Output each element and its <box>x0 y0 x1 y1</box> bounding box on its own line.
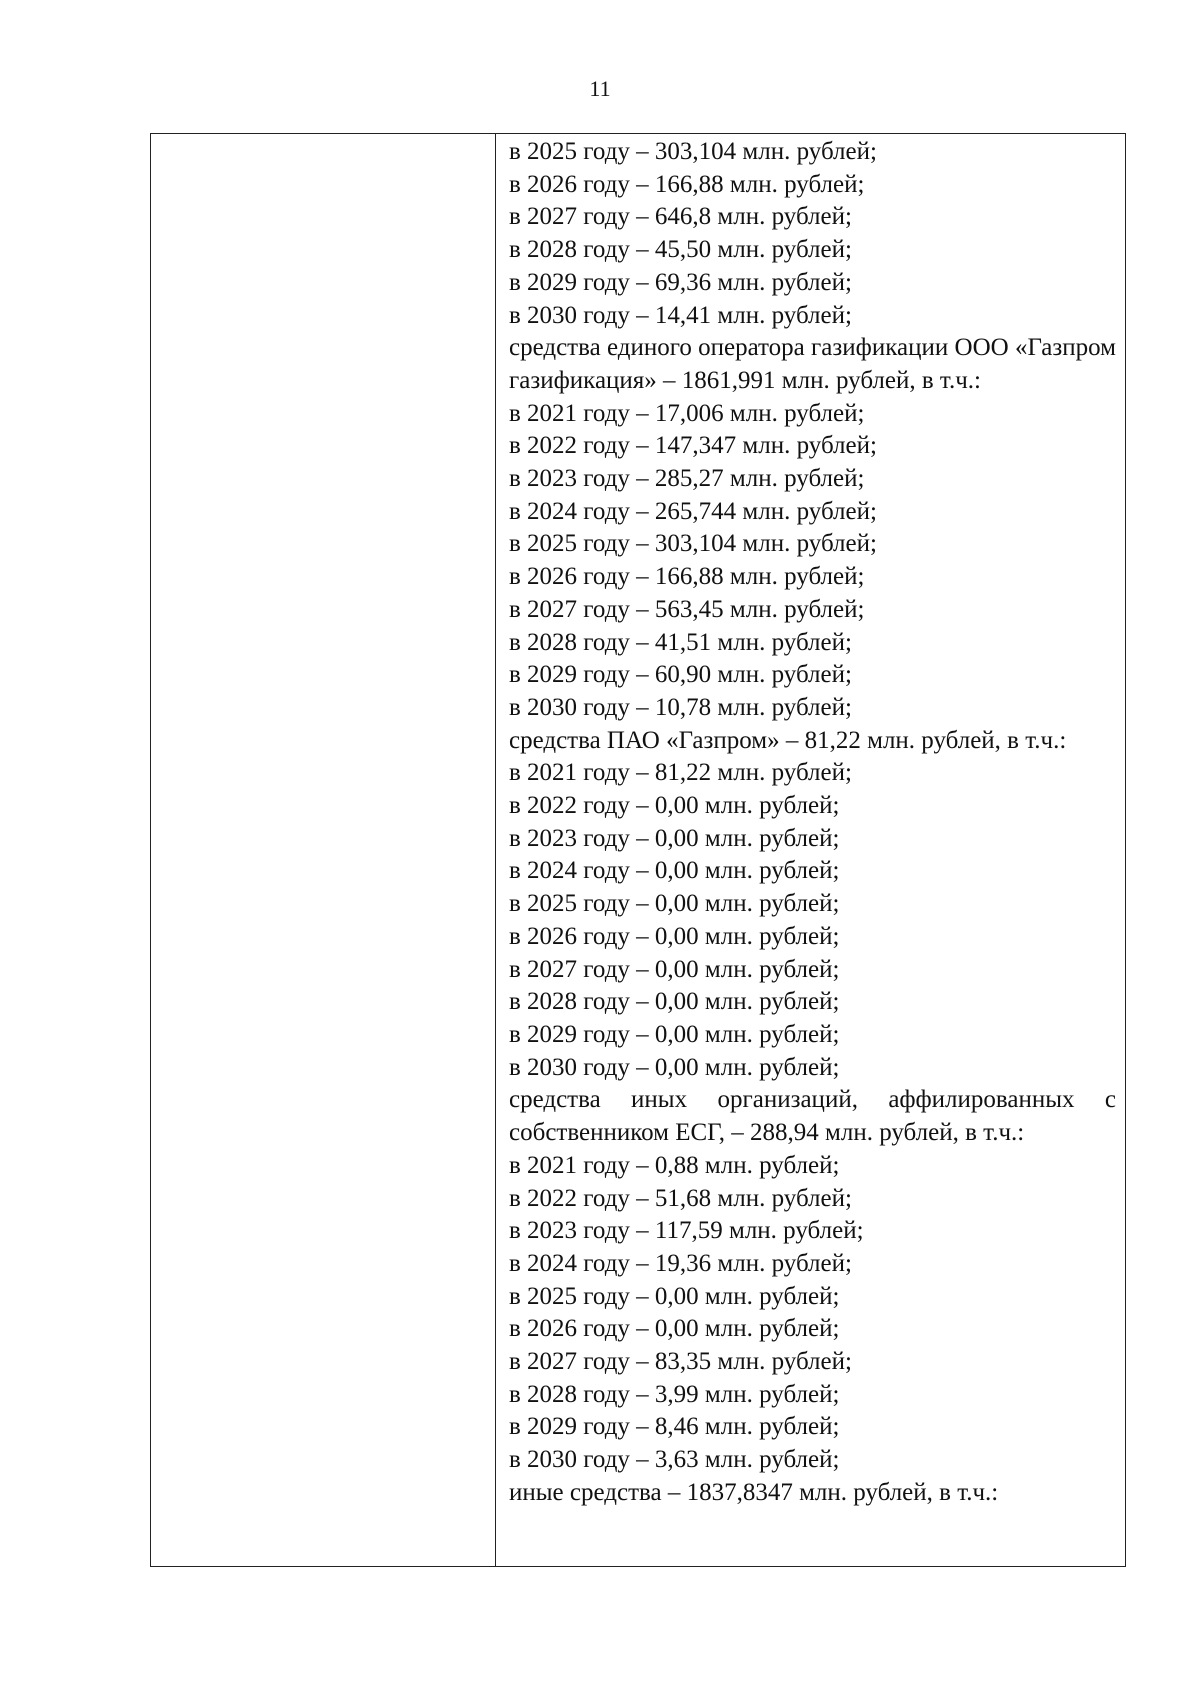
list-item: в 2025 году – 0,00 млн. рублей; <box>509 890 840 918</box>
heading-gazprom-gazifikatsiya: средства единого оператора газификации ООО «Газпром газификация» – 1861,991 млн. рублей, в т.ч.: <box>509 334 1116 394</box>
list-item: в 2021 году – 81,22 млн. рублей; <box>509 759 852 787</box>
list-item: в 2030 году – 14,41 млн. рублей; <box>509 301 852 329</box>
list-item: в 2023 году – 0,00 млн. рублей; <box>509 824 840 852</box>
list-item: в 2023 году – 285,27 млн. рублей; <box>509 465 865 493</box>
list-item: в 2027 году – 0,00 млн. рублей; <box>509 955 840 983</box>
list-item: в 2026 году – 0,00 млн. рублей; <box>509 922 840 950</box>
list-item: в 2029 году – 60,90 млн. рублей; <box>509 661 852 689</box>
list-item: в 2024 году – 19,36 млн. рублей; <box>509 1249 852 1277</box>
list-item: в 2026 году – 0,00 млн. рублей; <box>509 1315 840 1343</box>
funding-table <box>150 133 1126 1567</box>
list-item: в 2029 году – 8,46 млн. рублей; <box>509 1413 840 1441</box>
year-list-group-4 <box>509 1150 1116 1477</box>
list-item: в 2026 году – 166,88 млн. рублей; <box>509 563 865 591</box>
list-item: в 2023 году – 117,59 млн. рублей; <box>509 1217 864 1245</box>
heading-other-funds: иные средства – 1837,8347 млн. рублей, в т.ч.: <box>509 1478 999 1506</box>
list-item: в 2028 году – 3,99 млн. рублей; <box>509 1380 840 1408</box>
list-item: в 2027 году – 646,8 млн. рублей; <box>509 203 852 231</box>
list-item: в 2024 году – 0,00 млн. рублей; <box>509 857 840 885</box>
list-item: в 2028 году – 45,50 млн. рублей; <box>509 236 852 264</box>
table-right-column <box>496 134 1125 1566</box>
list-item: в 2024 году – 265,744 млн. рублей; <box>509 497 877 525</box>
list-item: в 2025 году – 0,00 млн. рублей; <box>509 1282 840 1310</box>
list-item: в 2030 году – 0,00 млн. рублей; <box>509 1053 840 1081</box>
list-item: в 2027 году – 563,45 млн. рублей; <box>509 595 865 623</box>
list-item: в 2022 году – 51,68 млн. рублей; <box>509 1184 852 1212</box>
list-item: в 2029 году – 0,00 млн. рублей; <box>509 1020 840 1048</box>
year-list-group-2 <box>509 398 1116 725</box>
list-item: в 2027 году – 83,35 млн. рублей; <box>509 1348 852 1376</box>
list-item: в 2028 году – 41,51 млн. рублей; <box>509 628 852 656</box>
list-item: в 2021 году – 17,006 млн. рублей; <box>509 399 865 427</box>
list-item: в 2030 году – 3,63 млн. рублей; <box>509 1446 840 1474</box>
heading-affiliated: средства иных организаций, аффилированных с собственником ЕСГ, – 288,94 млн. рублей, в т.ч.: <box>509 1086 1116 1147</box>
table-left-column <box>151 134 496 1566</box>
year-list-group-1 <box>509 136 1116 332</box>
list-item: в 2029 году – 69,36 млн. рублей; <box>509 268 852 296</box>
list-item: в 2022 году – 0,00 млн. рублей; <box>509 792 840 820</box>
list-item: в 2021 году – 0,88 млн. рублей; <box>509 1151 840 1179</box>
list-item: в 2025 году – 303,104 млн. рублей; <box>509 530 877 558</box>
list-item: в 2025 году – 303,104 млн. рублей; <box>509 138 877 165</box>
heading-pao-gazprom: средства ПАО «Газпром» – 81,22 млн. рублей, в т.ч.: <box>509 726 1067 754</box>
year-list-group-3 <box>509 757 1116 1084</box>
list-item: в 2028 году – 0,00 млн. рублей; <box>509 988 840 1016</box>
list-item: в 2030 году – 10,78 млн. рублей; <box>509 693 852 721</box>
list-item: в 2026 году – 166,88 млн. рублей; <box>509 170 865 198</box>
list-item: в 2022 году – 147,347 млн. рублей; <box>509 432 877 460</box>
page-number: 11 <box>589 76 611 101</box>
